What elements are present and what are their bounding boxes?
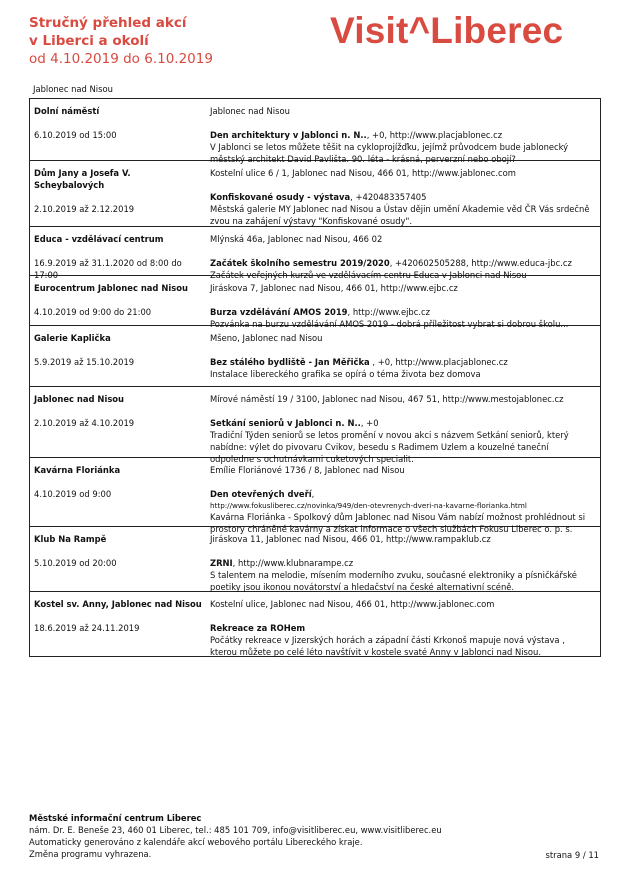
- event-venue: Jablonec nad Nisou: [34, 394, 125, 404]
- event-address: Mšeno, Jablonec nad Nisou: [210, 333, 323, 343]
- event-title-line: [210, 129, 594, 141]
- event-link[interactable]: http://www.fokusliberec.cz/novinka/949/den-otevrenych-dveri-na-kavarne-florianka.html: [210, 501, 527, 510]
- event-row: [30, 325, 600, 386]
- event-date: 6.10.2019 od 15:00: [34, 130, 117, 140]
- event-row: [30, 526, 600, 591]
- event-contact: , +0, http://www.placjablonec.cz: [369, 357, 508, 367]
- event-name: Den otevřených dveří: [210, 489, 312, 499]
- event-description: V Jablonci se letos můžete těšit na cykloprojížďku, jejímž průvodcem bude jablonecký městský architekt David Pavlišta. 90. léta - krásná, perverzní nebo obojí?: [210, 142, 569, 164]
- event-address: Jiráskova 7, Jablonec nad Nisou, 466 01, http://www.ejbc.cz: [210, 283, 458, 293]
- event-name: ZRNI: [210, 558, 233, 568]
- event-description: Pozvánka na burzu vzdělávání AMOS 2019 - dobrá příležitost vybrat si dobrou školu...: [210, 319, 569, 329]
- event-name: Rekreace za ROHem: [210, 623, 306, 633]
- event-date: 2.10.2019 až 4.10.2019: [34, 418, 135, 428]
- footer-org-name: Městské informační centrum Liberec: [29, 813, 202, 823]
- event-detail-cell: [206, 227, 600, 280]
- event-title-line: [210, 622, 594, 634]
- event-description: Městská galerie MY Jablonec nad Nisou a Ústav dějin umění Akademie věd ČR Vás srdečně zvou na zahájení výstavy "Konfiskované osudy".: [210, 204, 590, 226]
- event-date: 4.10.2019 od 9:00 do 21:00: [34, 307, 152, 317]
- event-name: Setkání seniorů v Jablonci n. N..: [210, 418, 361, 428]
- event-description: Začátek veřejných kurzů ve vzdělávacím centru Educa v Jablonci nad Nisou: [210, 270, 527, 280]
- event-venue-cell: [30, 458, 206, 526]
- event-name: Den architektury v Jablonci n. N..: [210, 130, 367, 140]
- event-contact: , +420602505288, http://www.educa-jbc.cz: [389, 258, 572, 268]
- event-venue: Eurocentrum Jablonec nad Nisou: [34, 283, 188, 293]
- visit-liberec-logo: Visit^Liberec: [330, 10, 564, 51]
- event-venue: Klub Na Rampě: [34, 534, 107, 544]
- event-row: [30, 457, 600, 534]
- event-row: [30, 275, 600, 329]
- event-detail-cell: [206, 326, 600, 386]
- event-venue-cell: [30, 527, 206, 591]
- event-title-line: [210, 488, 594, 500]
- event-address: Kostelní ulice, Jablonec nad Nisou, 466 01, http://www.jablonec.com: [210, 599, 495, 609]
- event-venue-cell: [30, 592, 206, 656]
- event-venue: Educa - vzdělávací centrum: [34, 234, 164, 244]
- event-venue-cell: [30, 227, 206, 280]
- event-venue-cell: [30, 161, 206, 226]
- event-title-line: [210, 557, 594, 569]
- event-detail-cell: [206, 276, 600, 329]
- footer-note-generated: Automaticky generováno z kalendáře akcí webového portálu Libereckého kraje.: [29, 837, 363, 847]
- event-row: [30, 160, 600, 226]
- event-address: Mírové náměstí 19 / 3100, Jablonec nad Nisou, 467 51, http://www.mestojablonec.cz: [210, 394, 564, 404]
- event-detail-cell: [206, 161, 600, 226]
- town-heading: Jablonec nad Nisou: [33, 84, 113, 94]
- event-date: 16.9.2019 až 31.1.2020 od 8:00 do 17:00: [34, 258, 182, 280]
- event-title-line: [210, 306, 594, 318]
- event-address: Mlýnská 46a, Jablonec nad Nisou, 466 02: [210, 234, 383, 244]
- event-address: Kostelní ulice 6 / 1, Jablonec nad Nisou, 466 01, http://www.jablonec.com: [210, 168, 516, 178]
- event-title-line: [210, 257, 594, 269]
- event-detail-cell: [206, 99, 600, 164]
- date-range: od 4.10.2019 do 6.10.2019: [29, 51, 213, 67]
- event-description: Počátky rekreace v Jizerských horách a západní části Krkonoš mapuje nová výstava , kterou můžete po celé léto navštívit v kostele svaté Anny v Jablonci nad Nisou.: [210, 635, 565, 657]
- event-title-line: [210, 417, 594, 429]
- footer-address: nám. Dr. E. Beneše 23, 460 01 Liberec, tel.: 485 101 709, info@visitliberec.eu, www.visitliberec.eu: [29, 825, 442, 835]
- event-venue: Kavárna Floriánka: [34, 465, 121, 475]
- event-name: Začátek školního semestru 2019/2020: [210, 258, 390, 268]
- footer: [29, 812, 601, 860]
- event-description: Kavárna Floriánka - Spolkový dům Jablonec nad Nisou Vám nabízí možnost prohlédnout si prostory chráněné kavárny a získat informace o všech službách Fokusu Liberec o. p. s.: [210, 512, 586, 534]
- event-row: [30, 99, 600, 164]
- event-contact: , http://www.ejbc.cz: [347, 307, 431, 317]
- event-address: Jablonec nad Nisou: [210, 106, 290, 116]
- event-venue: Dům Jany a Josefa V. Scheybalových: [34, 168, 131, 190]
- event-venue-cell: [30, 387, 206, 457]
- title-line-2: v Liberci a okolí: [29, 33, 149, 49]
- event-contact: , +0: [360, 418, 379, 428]
- event-name: Burza vzdělávání AMOS 2019: [210, 307, 348, 317]
- event-description: Instalace libereckého grafika se opírá o téma života bez domova: [210, 369, 481, 379]
- title-line-1: Stručný přehled akcí: [29, 15, 187, 31]
- event-venue: Dolní náměstí: [34, 106, 100, 116]
- event-date: 18.6.2019 až 24.11.2019: [34, 623, 140, 633]
- event-address: Jiráskova 11, Jablonec nad Nisou, 466 01, http://www.rampaklub.cz: [210, 534, 491, 544]
- event-date: 5.9.2019 až 15.10.2019: [34, 357, 135, 367]
- event-contact: , +420483357405: [350, 192, 427, 202]
- event-detail-cell: [206, 387, 600, 464]
- event-contact: ,: [311, 489, 315, 499]
- event-description: S talentem na melodie, mísením moderního zvuku, současné elektroniky a písničkářské poetiky jsou ikonou novátorství a hledačství na české alternativní scéně.: [210, 570, 577, 592]
- event-date: 5.10.2019 od 20:00: [34, 558, 117, 568]
- event-row: [30, 386, 600, 464]
- event-contact: , http://www.klubnarampe.cz: [232, 558, 354, 568]
- events-table: [29, 98, 601, 657]
- event-row: [30, 226, 600, 280]
- event-venue-cell: [30, 276, 206, 325]
- event-detail-cell: [206, 592, 600, 656]
- event-detail-cell: [206, 527, 600, 591]
- event-name: Bez stálého bydliště - Jan Měřička: [210, 357, 370, 367]
- event-contact: , +0, http://www.placjablonec.cz: [366, 130, 503, 140]
- event-address: Emílie Floriánové 1736 / 8, Jablonec nad Nisou: [210, 465, 405, 475]
- event-name: Konfiskované osudy - výstava: [210, 192, 351, 202]
- event-date: 2.10.2019 až 2.12.2019: [34, 204, 135, 214]
- event-detail-cell: [206, 458, 600, 534]
- event-description: Tradiční Týden seniorů se letos promění v novou akci s názvem Setkání seniorů, který nabídne: výlet do pivovaru Cvikov, besedu s Radimem Uzlem a kouzelné taneční odpoledne s ochutnávkami cuketových specialit.: [210, 430, 569, 464]
- event-venue: Galerie Kaplička: [34, 333, 111, 343]
- event-date: 4.10.2019 od 9:00: [34, 489, 112, 499]
- event-title-line: [210, 356, 594, 368]
- footer-note-change: Změna programu vyhrazena.: [29, 849, 152, 859]
- event-venue: Kostel sv. Anny, Jablonec nad Nisou: [34, 599, 202, 609]
- page-number: strana 9 / 11: [545, 850, 599, 860]
- event-title-line: [210, 191, 594, 203]
- document-title: [29, 14, 329, 68]
- event-venue-cell: [30, 326, 206, 386]
- event-venue-cell: [30, 99, 206, 160]
- event-row: [30, 591, 600, 656]
